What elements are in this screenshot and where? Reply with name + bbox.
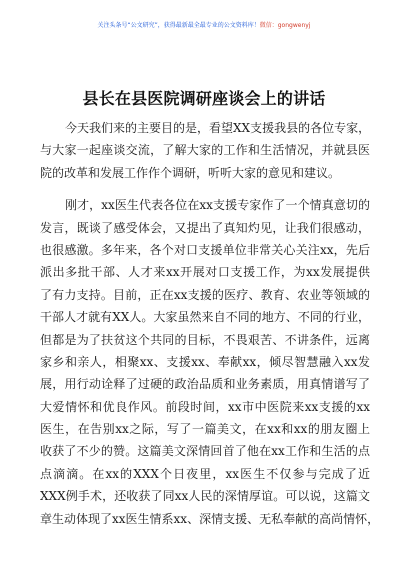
banner-promo-text: 关注头条号“公文研究”，获得最新最全最专业的公文资料库！ <box>97 22 260 29</box>
banner-wechat-text: 微信：gongwenyj <box>259 22 311 29</box>
paragraph-1 <box>40 117 370 184</box>
paragraph-line: 与大家一起座谈交流，了解大家的工作和生活情况，并就县医 <box>40 143 370 158</box>
paragraph-line: 今天我们来的主要目的是，看望XX支援我县的各位专家， <box>65 121 371 135</box>
paragraph-2 <box>40 194 380 530</box>
paragraph-line: 收获了不少的赞。这篇美文深情回首了他在xx工作和生活的点 <box>40 444 370 459</box>
paragraph-line: XXX例手术，还收获了同xx人民的深情厚谊。可以说，这篇文 <box>40 489 370 504</box>
paragraph-line: 干部人才就有XX人。大家虽然来自不同的地方、不同的行业， <box>40 310 370 325</box>
paragraph-line: 刚才，xx医生代表各位在xx支援专家作了一个情真意切的 <box>65 198 370 213</box>
paragraph-line: 医生，在告别xx之际，写了一篇美文，在xx和xx的朋友圈上 <box>40 422 370 437</box>
paragraph-line: 了有力支持。目前，正在xx支援的医疗、教育、农业等领域的 <box>40 287 370 302</box>
paragraph-line: 家乡和亲人，相聚xx、支援xx、奉献xx，倾尽智慧融入xx发 <box>40 354 370 369</box>
paragraph-line: 点滴滴。在xx的XXX个日夜里，xx医生不仅参与完成了近 <box>40 466 370 481</box>
header-banner <box>0 21 408 30</box>
paragraph-line: 章生动体现了xx医生情系xx、深情支援、无私奉献的高尚情怀， <box>40 511 380 526</box>
document-body <box>40 117 380 530</box>
paragraph-line: 大爱情怀和优良作风。前段时间，xx市中医院来xx支援的xx <box>40 399 370 414</box>
paragraph-gap <box>40 184 370 194</box>
document-title: 县长在县医院调研座谈会上的讲话 <box>82 89 326 108</box>
paragraph-line: 展，用行动诠释了过硬的政治品质和业务素质，用真情谱写了 <box>40 377 370 392</box>
paragraph-line: 但都是为了扶贫这个共同的目标，不畏艰苦、不讲条件，远离 <box>40 332 370 347</box>
paragraph-line: 也很感激。多年来，各个对口支援单位非常关心关注xx，先后 <box>40 242 370 257</box>
paragraph-line: 发言，既谈了感受体会，又提出了真知灼见，让我们很感动， <box>40 220 370 235</box>
paragraph-line: 派出多批干部、人才来xx开展对口支援工作，为xx发展提供 <box>40 265 370 280</box>
paragraph-line: 院的改革和发展工作作个调研，听听大家的意见和建议。 <box>40 165 341 180</box>
